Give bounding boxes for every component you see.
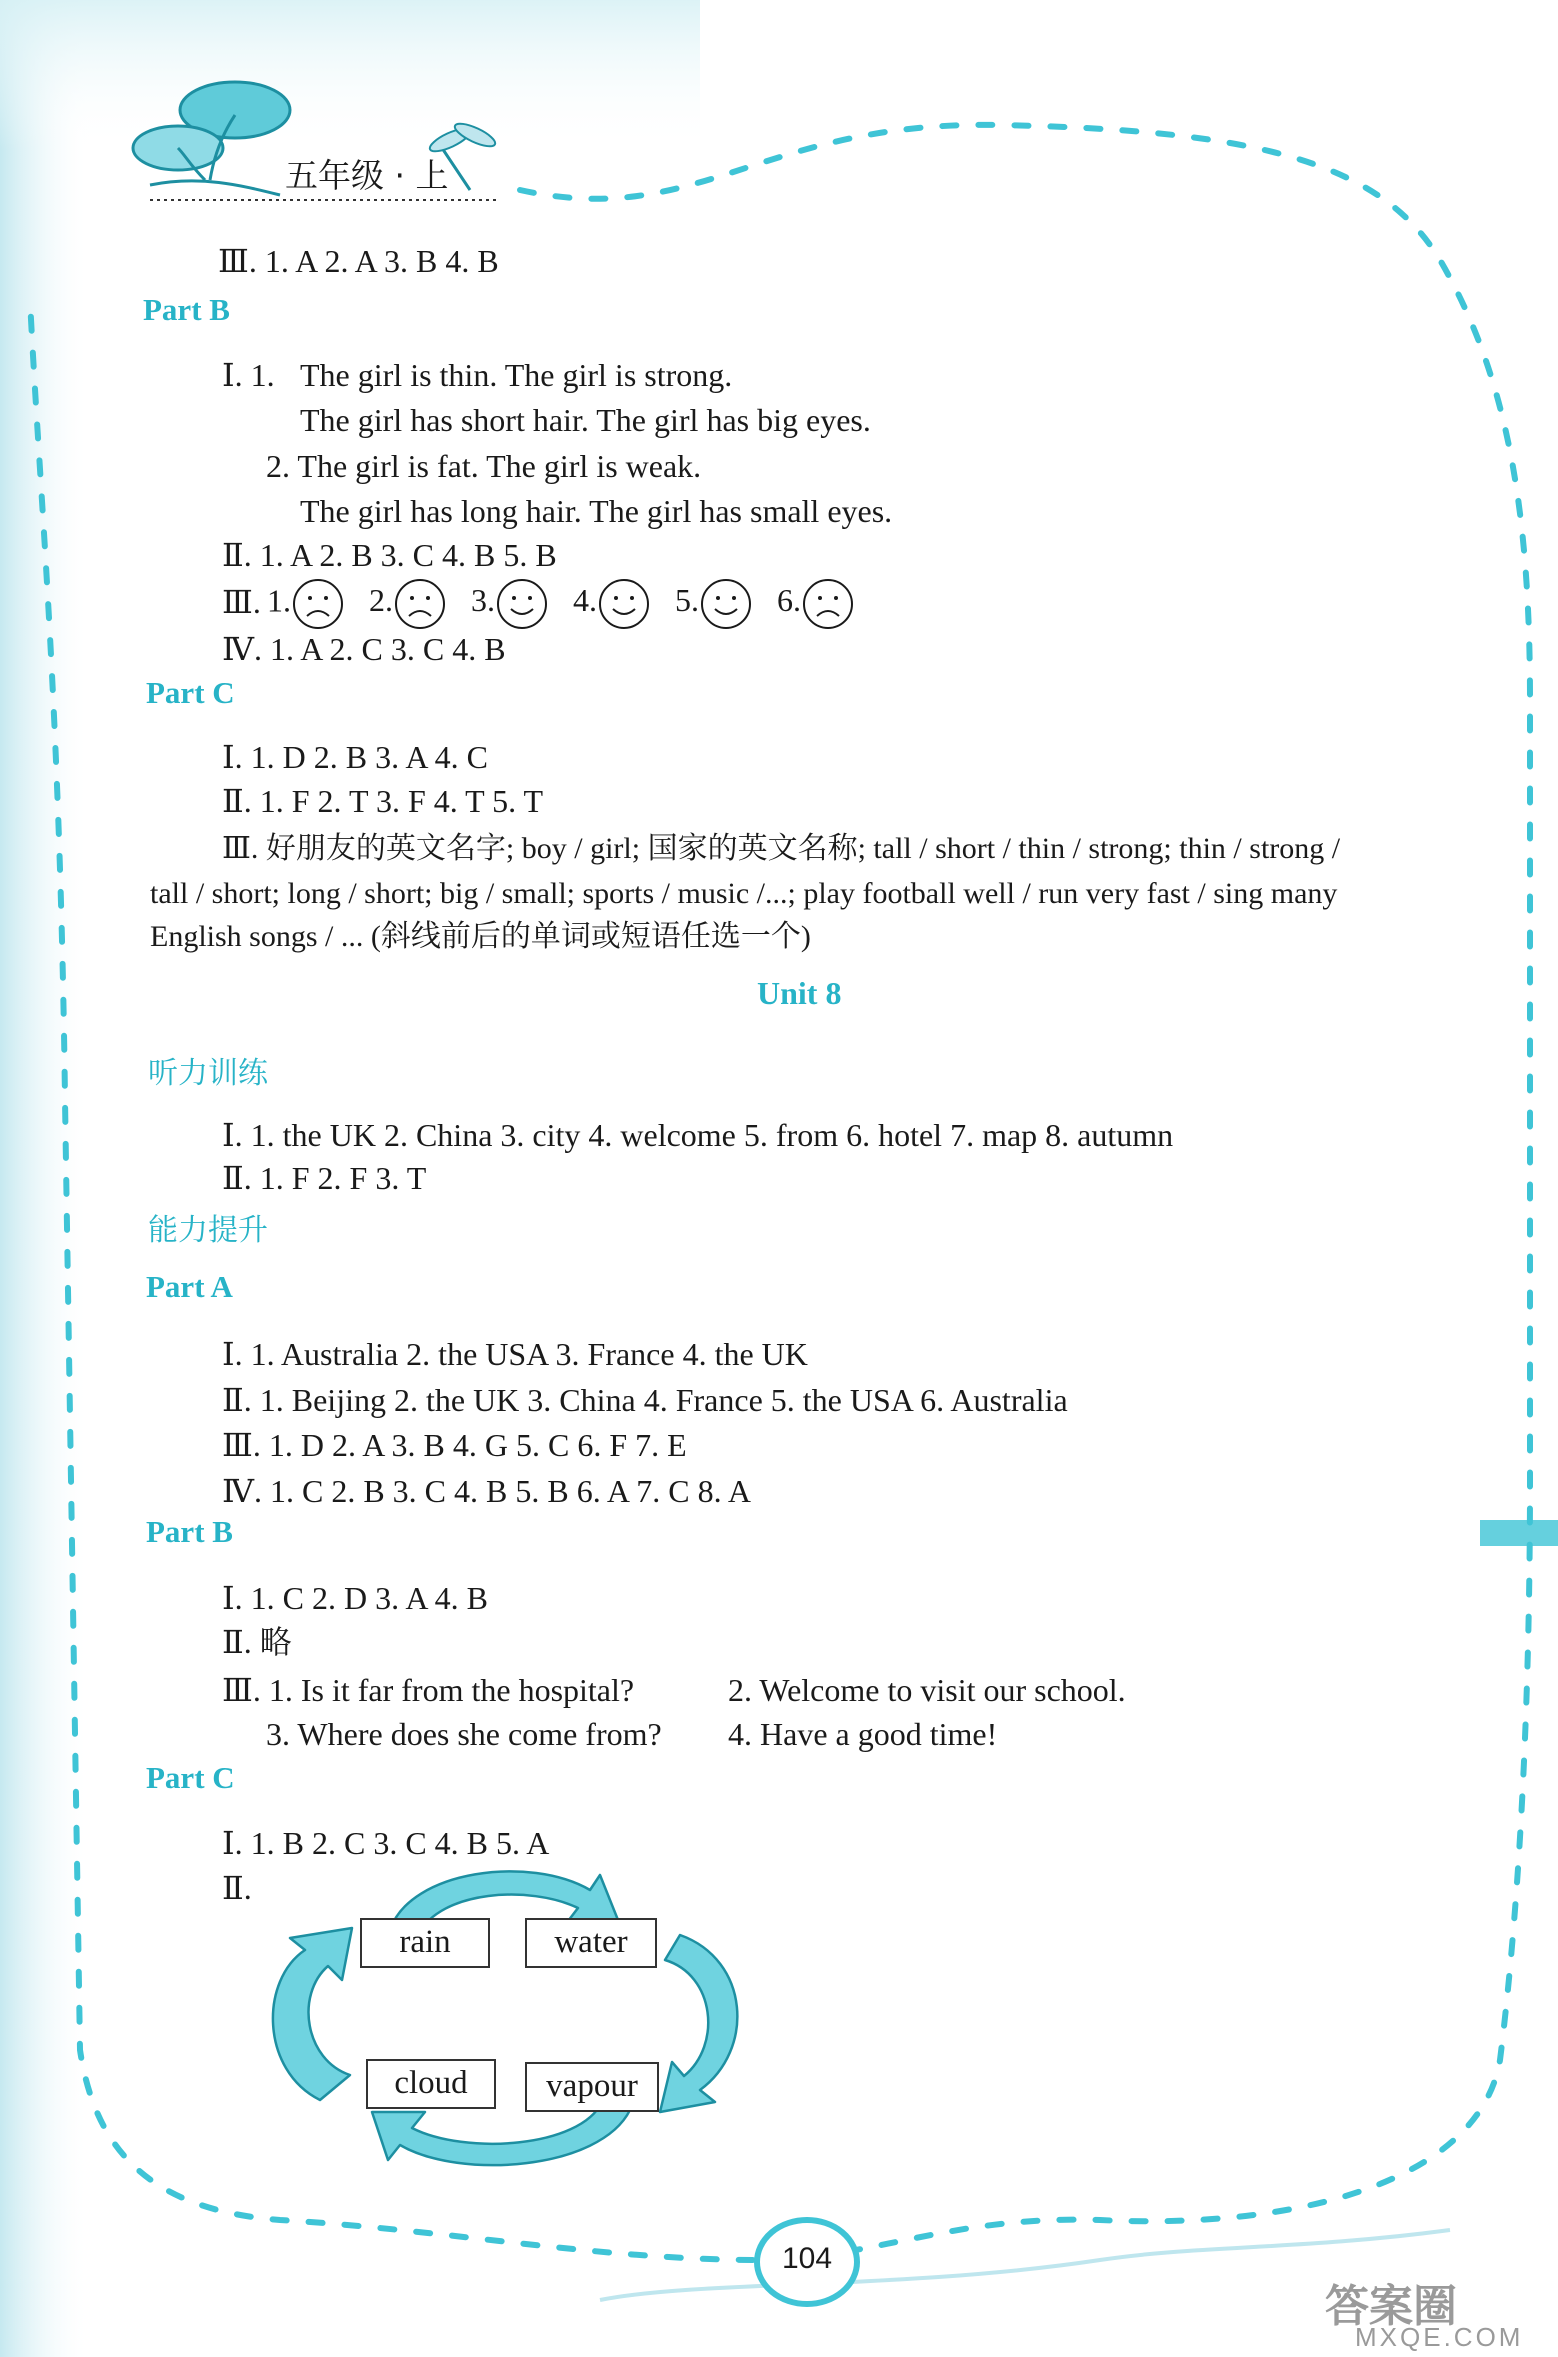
sad-face-icon <box>801 577 855 631</box>
cycle-box-rain: rain <box>360 1918 490 1968</box>
water-cycle-diagram <box>260 1850 760 2180</box>
answer-line: Ⅲ. 1. A 2. A 3. B 4. B <box>218 243 499 279</box>
left-strip <box>0 0 90 2357</box>
watermark-url: MXQE.COM <box>1355 2322 1524 2352</box>
sad-face-icon <box>393 577 447 631</box>
page-number: 104 <box>781 2242 833 2275</box>
face-item-label: 5. <box>675 582 699 619</box>
answer-line: The girl is thin. The girl is strong. <box>300 357 733 393</box>
face-item-label: 3. <box>471 582 495 619</box>
answer-line: Ⅲ. 好朋友的英文名字; boy / girl; 国家的英文名称; tall / short / thin / strong; thin / strong / <box>222 832 1341 865</box>
answer-line: Ⅰ. 1. the UK 2. China 3. city 4. welcome 5. from 6. hotel 7. map 8. autumn <box>222 1117 1174 1153</box>
arrow-water-to-vapour <box>660 1935 737 2112</box>
answer-line: Ⅲ. 1. Is it far from the hospital? <box>222 1672 635 1708</box>
answer-line: 2. Welcome to visit our school. <box>728 1672 1126 1708</box>
part-c-title: Part C <box>146 1760 235 1795</box>
right-tab <box>1480 1520 1558 1546</box>
answer-line: 3. Where does she come from? <box>266 1716 662 1752</box>
face-answers <box>267 577 855 631</box>
smiley-face-icon <box>597 577 651 631</box>
answer-line: Ⅰ. 1. D 2. B 3. A 4. C <box>222 739 489 775</box>
answer-line: English songs / ... (斜线前后的单词或短语任选一个) <box>150 920 811 953</box>
sad-face-icon <box>291 577 345 631</box>
answer-line: Ⅱ. 1. F 2. T 3. F 4. T 5. T <box>222 783 544 819</box>
answer-line: Ⅱ. 略 <box>222 1624 292 1660</box>
top-strip <box>0 0 700 150</box>
answer-line: tall / short; long / short; big / small; sports / music /...; play football well / run very fast / sing many <box>150 877 1338 910</box>
answer-label: Ⅲ. <box>222 584 261 620</box>
answer-line: Ⅱ. 1. A 2. B 3. C 4. B 5. B <box>222 537 557 573</box>
answer-line: Ⅳ. 1. C 2. B 3. C 4. B 5. B 6. A 7. C 8. A <box>222 1473 751 1509</box>
answer-line: Ⅱ. 1. F 2. F 3. T <box>222 1160 427 1196</box>
part-c-title: Part C <box>146 675 235 710</box>
face-item-label: 2. <box>369 582 393 619</box>
answer-line: The girl has short hair. The girl has big eyes. <box>300 402 871 438</box>
watermark-logo: 答案圈 <box>1325 2281 1457 2332</box>
unit-title: Unit 8 <box>757 975 842 1011</box>
cycle-box-cloud: cloud <box>366 2059 496 2109</box>
part-b-title: Part B <box>143 292 230 327</box>
listening-title: 听力训练 <box>148 1056 268 1091</box>
answer-line: Ⅱ. <box>222 1870 252 1906</box>
smiley-face-icon <box>699 577 753 631</box>
bottom-swirl <box>600 2230 1450 2300</box>
answer-label: Ⅰ. 1. <box>222 357 275 393</box>
answer-line: Ⅳ. 1. A 2. C 3. C 4. B <box>222 631 506 667</box>
answer-line: Ⅰ. 1. C 2. D 3. A 4. B <box>222 1580 489 1616</box>
smiley-face-icon <box>495 577 549 631</box>
face-item-label: 6. <box>777 582 801 619</box>
cycle-box-vapour: vapour <box>525 2062 659 2112</box>
grade-label: 五年级 · 上 <box>285 156 449 195</box>
face-item-label: 1. <box>267 582 291 619</box>
answer-line: 4. Have a good time! <box>728 1716 998 1752</box>
part-b-title: Part B <box>146 1514 233 1549</box>
answer-line: 2. The girl is fat. The girl is weak. <box>266 448 702 484</box>
face-item-label: 4. <box>573 582 597 619</box>
answer-line: The girl has long hair. The girl has small eyes. <box>300 493 893 529</box>
part-a-title: Part A <box>146 1269 233 1304</box>
answer-line: Ⅲ. 1. D 2. A 3. B 4. G 5. C 6. F 7. E <box>222 1427 687 1463</box>
arrow-cloud-to-rain <box>273 1928 352 2100</box>
ability-title: 能力提升 <box>148 1213 268 1248</box>
cycle-box-water: water <box>525 1918 657 1968</box>
answer-line: Ⅱ. 1. Beijing 2. the UK 3. China 4. France 5. the USA 6. Australia <box>222 1382 1068 1418</box>
answer-line: Ⅰ. 1. B 2. C 3. C 4. B 5. A <box>222 1825 550 1861</box>
answer-line: Ⅰ. 1. Australia 2. the USA 3. France 4. the UK <box>222 1336 808 1372</box>
